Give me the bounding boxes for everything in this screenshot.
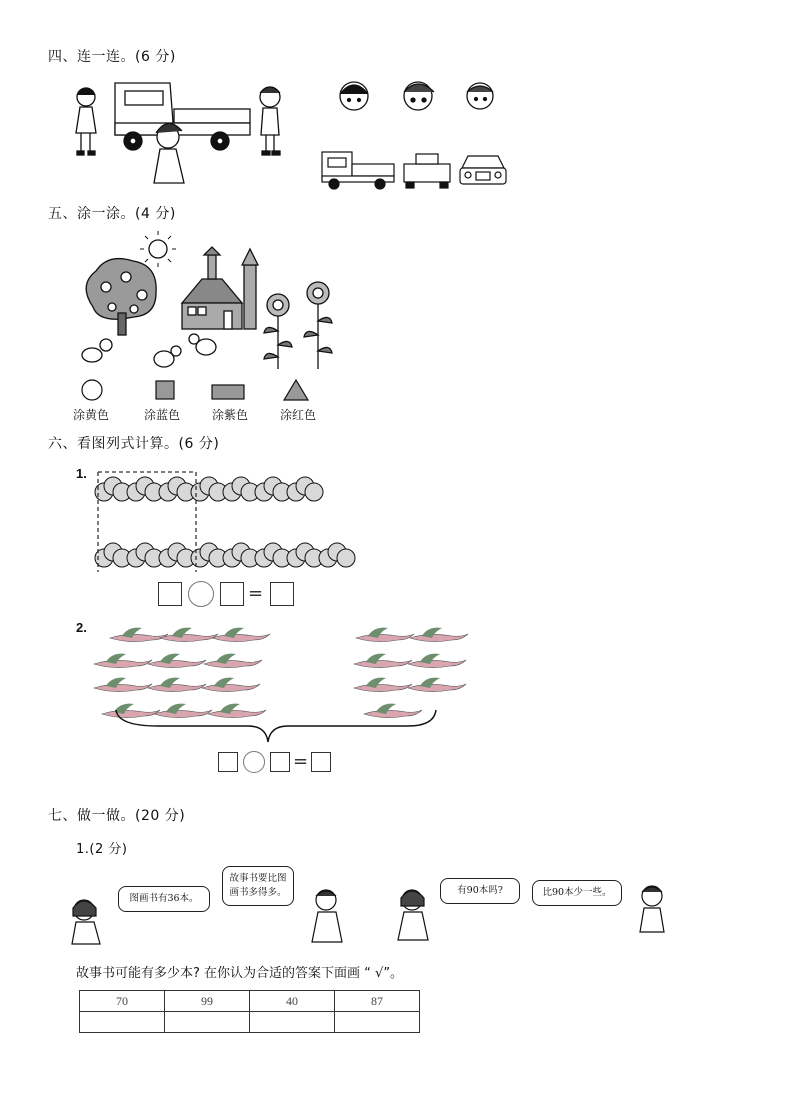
bird-icon <box>202 678 260 692</box>
bird-icon <box>408 654 466 668</box>
section-7-title: 七、做一做。(20 分) <box>48 808 186 824</box>
q2-answer-box-3[interactable] <box>311 752 331 772</box>
cabbage-icon <box>223 477 259 501</box>
bird-icon <box>160 628 218 642</box>
legend-label-circle: 涂黄色 <box>73 408 110 422</box>
bird-icon <box>110 628 168 642</box>
option-cell: 70 <box>80 991 165 1012</box>
speech-bubble-2: 故事书要比图画书多得多。 <box>222 866 294 906</box>
bird-icon <box>364 704 422 718</box>
cabbage-icon <box>159 543 195 567</box>
answer-check-row <box>80 1012 420 1033</box>
speech-bubble-1: 图画书有36本。 <box>118 886 210 912</box>
section-4-faces <box>336 76 496 116</box>
q2-equals-sign: = <box>293 751 309 772</box>
bird-icon <box>408 678 466 692</box>
option-cell: 40 <box>250 991 335 1012</box>
q1-answer-box-3[interactable] <box>270 582 294 606</box>
q2-answer-box-1[interactable] <box>218 752 238 772</box>
speech-bubble-3: 有90本吗? <box>440 878 520 904</box>
section-7-q1-question: 故事书可能有多少本? 在你认为合适的答案下面画 “ √”。 <box>76 966 404 981</box>
option-cell: 99 <box>165 991 250 1012</box>
section-6-q2-birds-picture <box>88 622 468 752</box>
bird-icon <box>354 654 412 668</box>
cabbage-icon <box>255 543 291 567</box>
section-4-scene-illustration <box>70 75 290 187</box>
bird-icon <box>204 654 262 668</box>
option-cell: 87 <box>335 991 420 1012</box>
q1-answer-box-2[interactable] <box>220 582 244 606</box>
bird-icon <box>94 678 152 692</box>
q2-answer-box-2[interactable] <box>270 752 290 772</box>
speech-bubble-4: 比90本少一些。 <box>532 880 622 906</box>
q2-operator-circle[interactable] <box>243 751 265 773</box>
cabbage-icon <box>223 543 259 567</box>
section-5-shape-legend <box>78 378 318 402</box>
bird-icon <box>94 654 152 668</box>
bird-icon <box>148 654 206 668</box>
cabbage-icon <box>287 477 323 501</box>
legend-label-square: 涂蓝色 <box>144 408 181 422</box>
answer-options-row <box>80 991 420 1012</box>
section-6-q1-cabbage-picture <box>94 470 364 574</box>
cabbage-icon <box>95 543 131 567</box>
bird-icon <box>208 704 266 718</box>
legend-rectangle-shape <box>212 385 244 399</box>
bird-icon <box>410 628 468 642</box>
cabbage-icon <box>127 543 163 567</box>
cabbage-icon <box>127 477 163 501</box>
legend-triangle-shape <box>284 380 308 400</box>
bird-icon <box>154 704 212 718</box>
cabbage-icon <box>287 543 323 567</box>
q1-equals-sign: = <box>248 583 264 604</box>
legend-circle-shape <box>82 380 102 400</box>
check-cell-4[interactable] <box>335 1012 420 1033</box>
check-cell-3[interactable] <box>250 1012 335 1033</box>
cabbage-icon <box>255 477 291 501</box>
check-cell-1[interactable] <box>80 1012 165 1033</box>
section-5-coloring-picture <box>78 235 338 375</box>
section-4-title: 四、连一连。(6 分) <box>48 49 176 65</box>
q1-answer-box-1[interactable] <box>158 582 182 606</box>
section-4-vehicle-views <box>320 150 510 192</box>
answer-options-table <box>79 990 420 1033</box>
cabbage-icon <box>159 477 195 501</box>
section-6-q1-number: 1. <box>76 466 87 481</box>
check-cell-2[interactable] <box>165 1012 250 1033</box>
section-6-q2-number: 2. <box>76 620 87 635</box>
bird-icon <box>102 704 160 718</box>
bird-icon <box>212 628 270 642</box>
legend-square-shape <box>156 381 174 399</box>
section-6-title: 六、看图列式计算。(6 分) <box>48 436 220 452</box>
section-5-title: 五、涂一涂。(4 分) <box>48 206 176 222</box>
q1-operator-circle[interactable] <box>188 581 214 607</box>
cabbage-icon <box>319 543 355 567</box>
section-7-q1-label: 1.(2 分) <box>76 842 128 857</box>
bird-icon <box>354 678 412 692</box>
cabbage-icon <box>95 477 131 501</box>
bird-icon <box>356 628 414 642</box>
legend-label-rectangle: 涂紫色 <box>212 408 249 422</box>
legend-label-triangle: 涂红色 <box>280 408 317 422</box>
bird-icon <box>148 678 206 692</box>
